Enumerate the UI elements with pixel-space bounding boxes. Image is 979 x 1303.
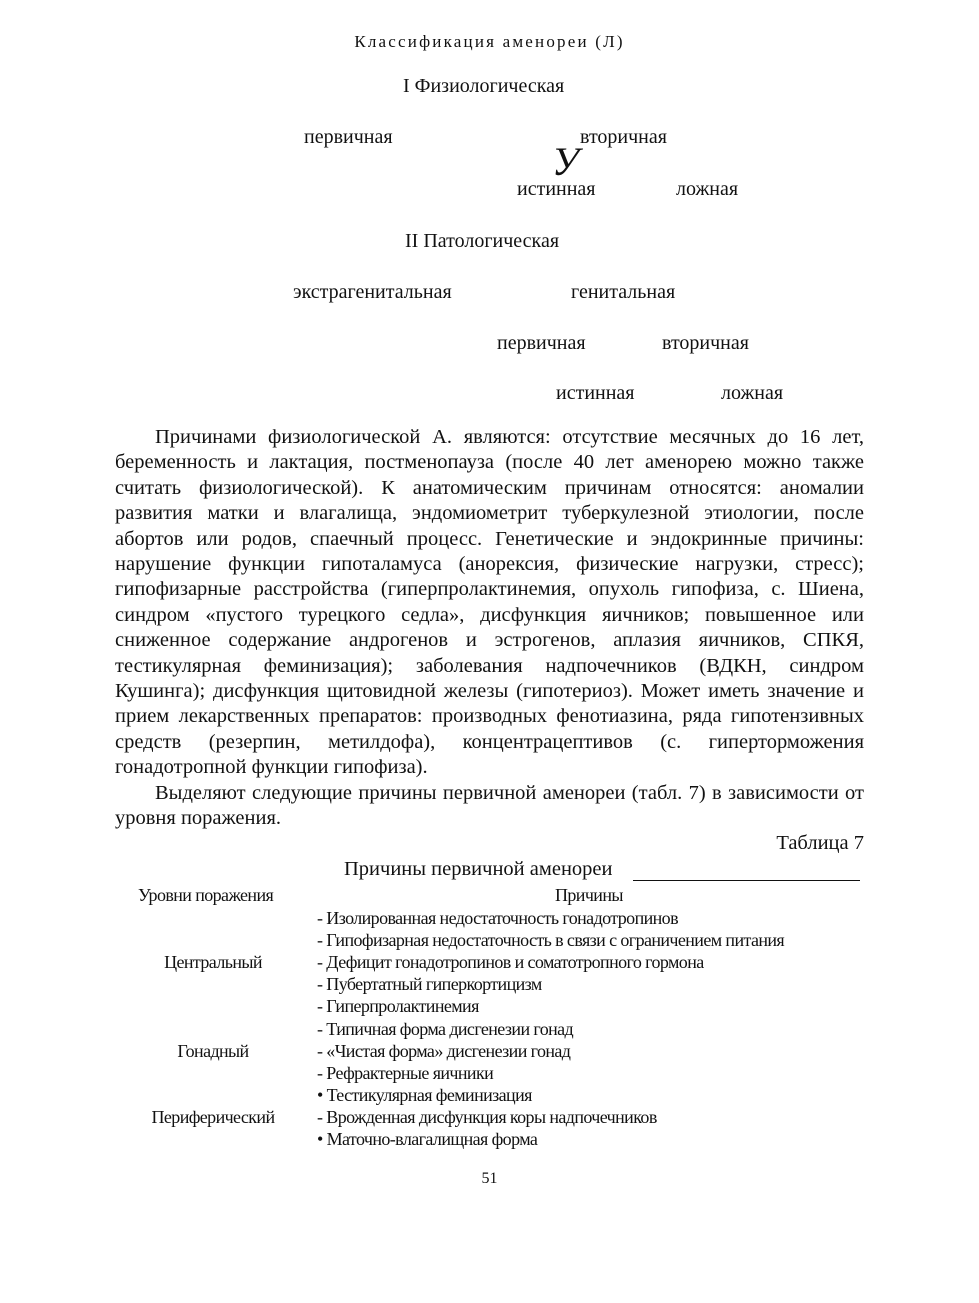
table-cause: - Рефрактерные яичники (317, 1063, 494, 1083)
table-level-central: Центральный (164, 952, 262, 972)
schema-fork-symbol: У (552, 139, 579, 184)
table-cause: - Пубертатный гиперкортицизм (317, 974, 542, 994)
table-title: Причины первичной аменореи (344, 858, 613, 880)
page-number: 51 (481, 1170, 498, 1187)
paragraph-causes: Причинами физиологической А. являются: отсутствие месячных до 16 лет, беременность и лактация, постменопауза (после 40 лет аменорею можно также считать физиологической). К анатомическим причинам относятся: аномалии развития матки и влагалища, эндомиометрит туберкулезной этиологии, после абортов или родов, спаечный процесс. Генетические и эндокринные причины: нарушение функции гипоталамуса (анорексия, физические нагрузки, стресс); гипофизарные расстройства (гиперпролактинемия, опухоль гипофиза, с. Шиена, синдром «пустого турецкого седла», дисфункция яичников; повышенное или сниженное содержание андрогенов и эстрогенов, аплазия яичников, СПКЯ, тестикулярная феминизация); заболевания надпочечников (ВДКН, синдром Кушинга); дисфункция щитовидной железы (гипотериоз). Может иметь значение и прием лекарственных препаратов: производных фенотиазина, ряда гипотензивных средств (резерпин, метилдофа), концентрацептивов (с. гиперторможения гонадотропной функции гипофиза). (115, 426, 864, 779)
schema-path-extragenital: экстрагенитальная (293, 281, 452, 303)
table-caption: Таблица 7 (776, 832, 864, 854)
schema-path-primary: первичная (497, 332, 586, 354)
table-cause: - Врожденная дисфункция коры надпочечников (317, 1107, 657, 1127)
table-cause: - Типичная форма дисгенезии гонад (317, 1019, 574, 1039)
table-cause: • Маточно-влагалищная форма (317, 1129, 538, 1149)
schema-phys-false: ложная (676, 178, 739, 200)
schema-phys-primary: первичная (304, 126, 393, 148)
schema-phys-secondary: вторичная (580, 126, 667, 148)
table-cause: - Изолированная недостаточность гонадотропинов (317, 908, 678, 928)
table-header-levels: Уровни поражения (138, 885, 274, 905)
schema-phys-true: истинная (517, 178, 596, 200)
table-level-gonadal: Гонадный (177, 1041, 249, 1061)
table-level-peripheral: Периферический (151, 1107, 275, 1127)
paragraph-intro-table: Выделяют следующие причины первичной аменореи (табл. 7) в зависимости от уровня поражения. (115, 781, 864, 830)
schema-path-genital: генитальная (571, 281, 676, 303)
body-text (115, 425, 864, 832)
schema-path-false: ложная (721, 382, 784, 404)
table-header-causes: Причины (555, 885, 623, 905)
table-cause: • Тестикулярная феминизация (317, 1085, 532, 1105)
table-cause: - «Чистая форма» дисгенезии гонад (317, 1041, 571, 1061)
schema-path-true: истинная (556, 382, 635, 404)
schema-pathological-title: II Патологическая (405, 230, 560, 252)
table-cause: - Дефицит гонадотропинов и соматотропного гормона (317, 952, 704, 972)
table-cause: - Гиперпролактинемия (317, 996, 479, 1016)
table-cause: - Гипофизарная недостаточность в связи с ограничением питания (317, 930, 785, 950)
schema-physiological-title: I Физиологическая (403, 75, 565, 97)
schema-path-secondary: вторичная (662, 332, 749, 354)
table-title-underline (633, 880, 860, 881)
running-header: Классификация аменореи (Л) (354, 32, 625, 51)
